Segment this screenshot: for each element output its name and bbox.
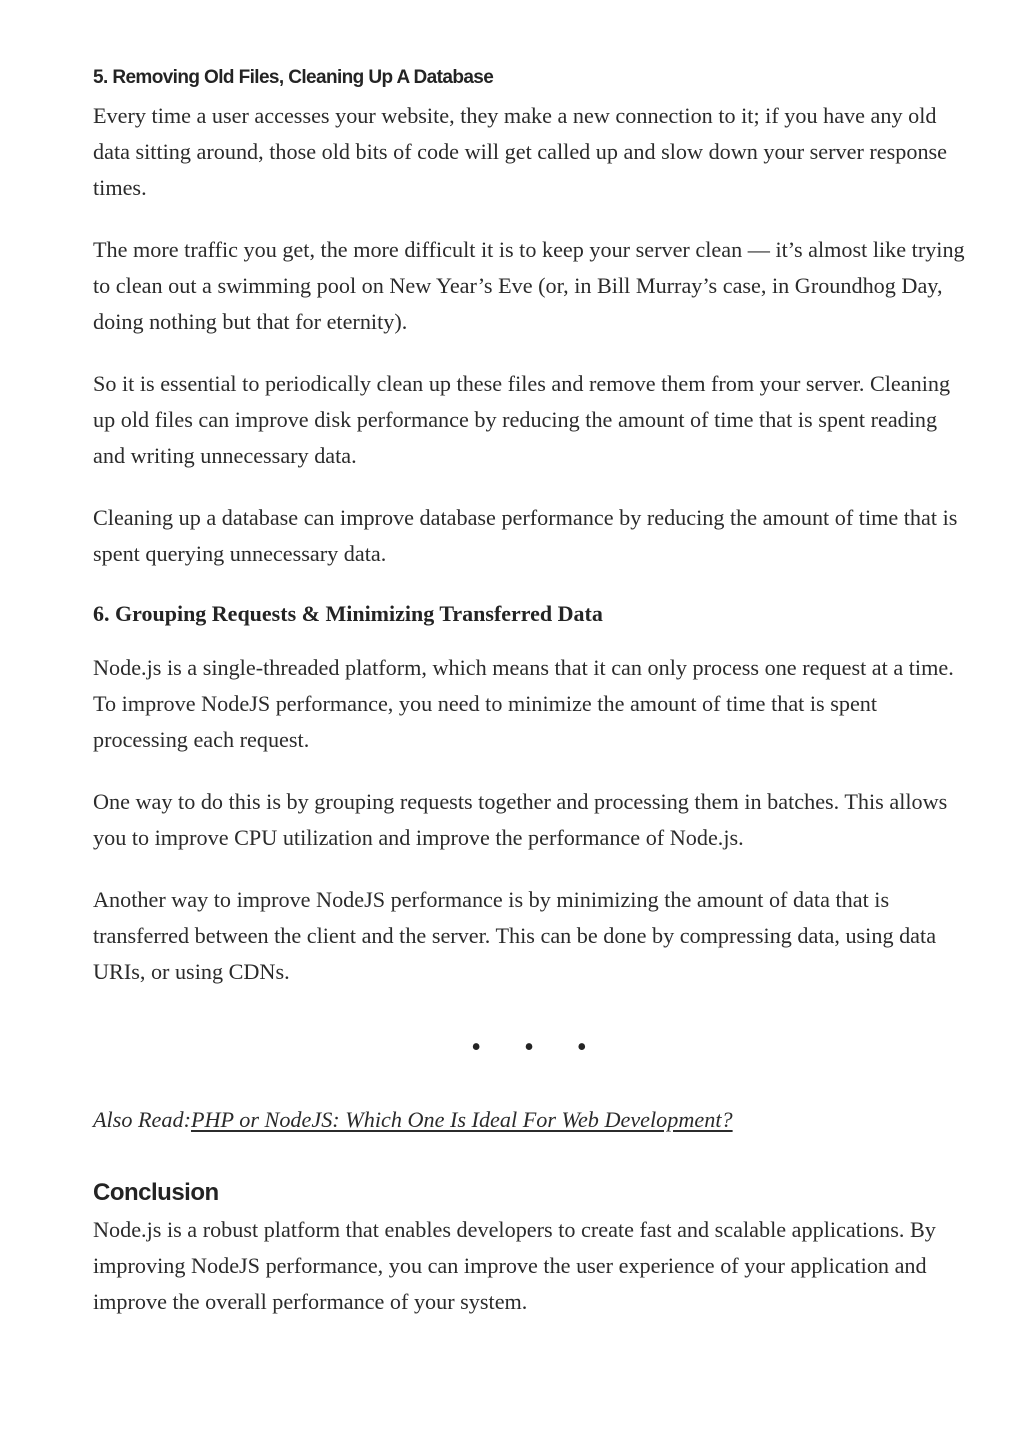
section-6-heading: 6. Grouping Requests & Minimizing Transferred Data xyxy=(93,601,603,626)
section-separator: • • • xyxy=(471,1032,605,1063)
section-6-paragraph-2: One way to do this is by grouping requests together and processing them in batches. This allows you to improve CPU utilization and improve the performance of Node.js. xyxy=(93,789,948,850)
section-5-paragraph-4: Cleaning up a database can improve database performance by reducing the amount of time that is spent querying unnecessary data. xyxy=(93,505,958,566)
section-5-paragraph-3: So it is essential to periodically clean up these files and remove them from your server. Cleaning up old files can improve disk performance by reducing the amount of time that is spent reading and writing unnecessary data. xyxy=(93,371,951,468)
article-body xyxy=(93,64,965,1346)
also-read-line xyxy=(93,1102,965,1138)
section-6-paragraph-1: Node.js is a single-threaded platform, which means that it can only process one request at a time. To improve NodeJS performance, you need to minimize the amount of time that is spent processing each request. xyxy=(93,655,954,752)
also-read-link[interactable]: PHP or NodeJS: Which One Is Ideal For Web Development? xyxy=(190,1107,733,1132)
section-6-paragraph-3: Another way to improve NodeJS performance is by minimizing the amount of data that is transferred between the client and the server. This can be done by compressing data, using data URIs, or using CDNs. xyxy=(93,887,937,984)
also-read-prefix: Also Read: xyxy=(93,1107,191,1132)
conclusion-heading: Conclusion xyxy=(93,1179,219,1206)
conclusion-paragraph: Node.js is a robust platform that enables developers to create fast and scalable applications. By improving NodeJS performance, you can improve the user experience of your application and improve the overall performance of your system. xyxy=(93,1217,936,1314)
section-5-heading: 5. Removing Old Files, Cleaning Up A Database xyxy=(93,67,494,88)
section-5-paragraph-2: The more traffic you get, the more difficult it is to keep your server clean — it’s almost like trying to clean out a swimming pool on New Year’s Eve (or, in Bill Murray’s case, in Groundhog Day, doing nothing but that for eternity). xyxy=(93,237,965,334)
section-5-paragraph-1: Every time a user accesses your website, they make a new connection to it; if you have any old data sitting around, those old bits of code will get called up and slow down your server response times. xyxy=(93,103,948,200)
